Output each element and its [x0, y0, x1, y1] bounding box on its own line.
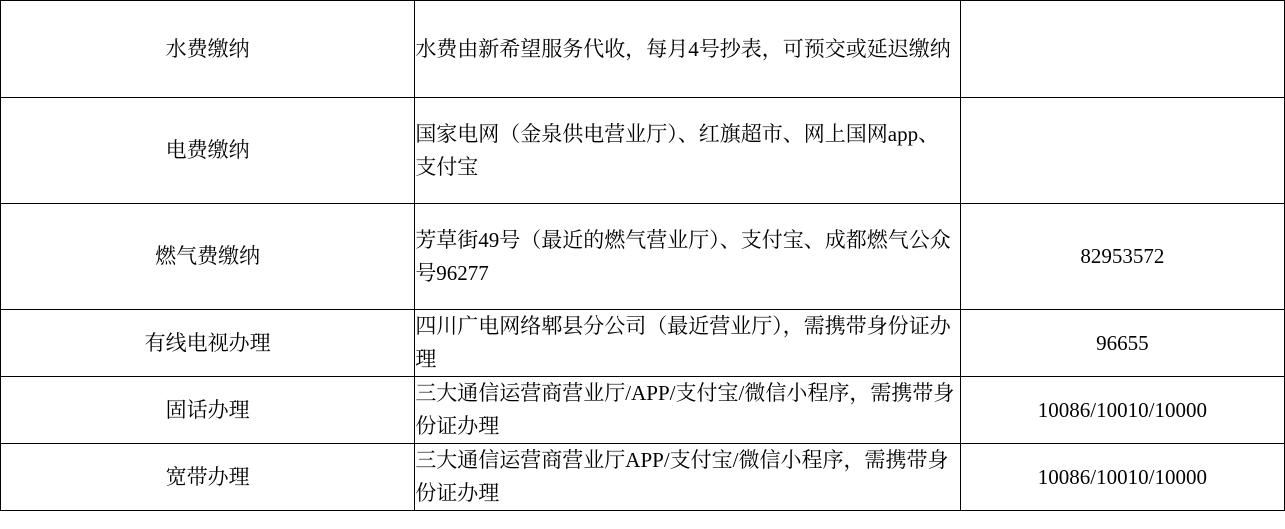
- service-detail-text: 水费由新希望服务代收，每月4号抄表，可预交或延迟缴纳: [415, 36, 951, 61]
- service-detail-cell: [415, 98, 960, 204]
- service-phone-text: 10086/10010/10000: [1037, 397, 1207, 422]
- service-detail-text: 三大通信运营商营业厅APP/支付宝/微信小程序，需携带身份证办理: [415, 448, 949, 505]
- service-name-text: 水费缴纳: [165, 36, 250, 61]
- service-phone-cell: [960, 444, 1284, 511]
- service-detail-text: 国家电网（金泉供电营业厅）、红旗超市、网上国网app、支付宝: [415, 121, 940, 179]
- service-name-cell: [1, 444, 415, 511]
- service-phone-cell: [960, 1, 1284, 98]
- table-row: [1, 98, 1285, 204]
- service-detail-cell: [415, 310, 960, 377]
- service-name-cell: [1, 310, 415, 377]
- service-phone-text: 96655: [1096, 330, 1149, 355]
- service-detail-text: 芳草街49号（最近的燃气营业厅）、支付宝、成都燃气公众号96277: [415, 227, 951, 285]
- table-body: [1, 1, 1285, 511]
- service-phone-cell: [960, 310, 1284, 377]
- service-name-text: 燃气费缴纳: [155, 244, 261, 269]
- service-phone-cell: [960, 204, 1284, 310]
- service-name-text: 宽带办理: [165, 464, 250, 489]
- service-detail-cell: [415, 377, 960, 444]
- service-detail-text: 四川广电网络郫县分公司（最近营业厅），需携带身份证办理: [415, 314, 951, 371]
- service-detail-cell: [415, 444, 960, 511]
- service-detail-cell: [415, 1, 960, 98]
- table-row: [1, 444, 1285, 511]
- service-phone-cell: [960, 377, 1284, 444]
- service-name-cell: [1, 98, 415, 204]
- service-name-text: 有线电视办理: [144, 330, 271, 355]
- service-detail-cell: [415, 204, 960, 310]
- service-phone-cell: [960, 98, 1284, 204]
- service-detail-text: 三大通信运营商营业厅/APP/支付宝/微信小程序，需携带身份证办理: [415, 381, 955, 438]
- table-row: [1, 310, 1285, 377]
- service-phone-text: 82953572: [1080, 244, 1165, 269]
- service-name-cell: [1, 377, 415, 444]
- table-row: [1, 204, 1285, 310]
- service-phone-text: 10086/10010/10000: [1037, 464, 1207, 489]
- service-name-text: 固话办理: [165, 397, 250, 422]
- service-name-cell: [1, 204, 415, 310]
- table-row: [1, 1, 1285, 98]
- service-name-cell: [1, 1, 415, 98]
- service-name-text: 电费缴纳: [165, 138, 250, 163]
- table-row: [1, 377, 1285, 444]
